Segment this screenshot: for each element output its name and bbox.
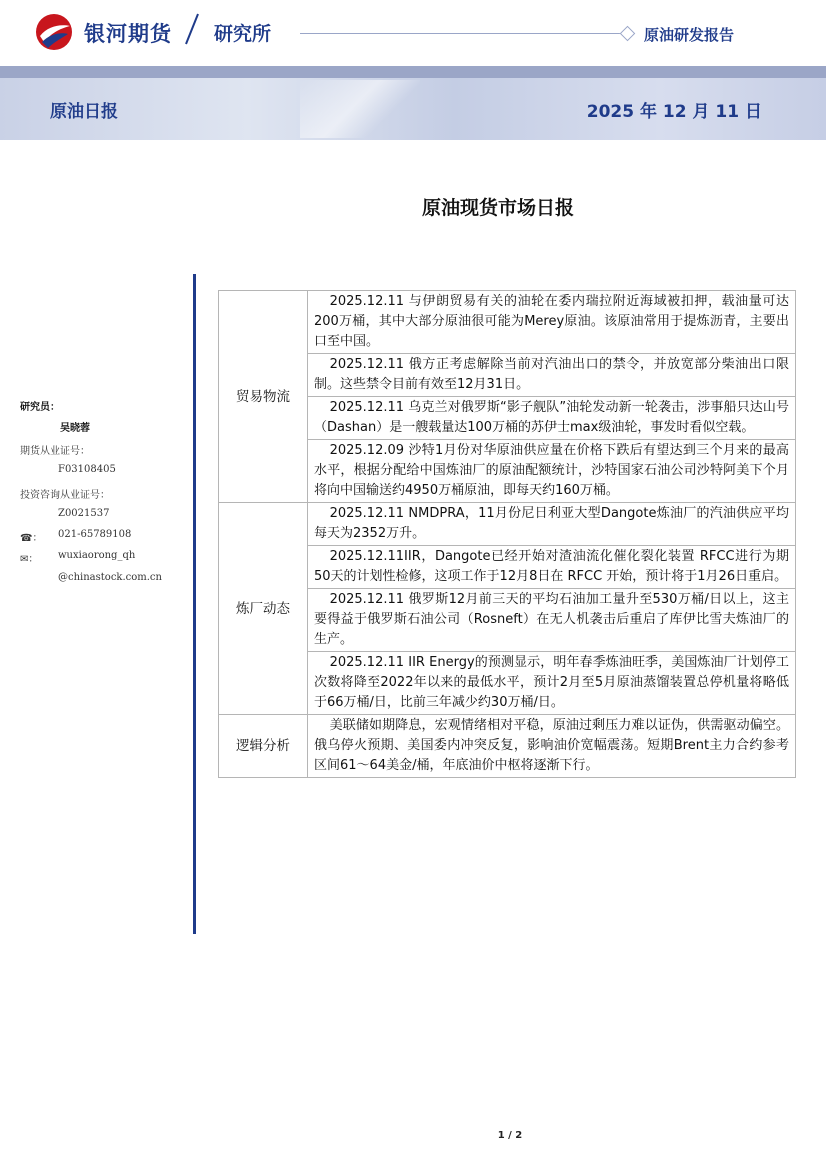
page-title: 原油现货市场日报 [421, 197, 574, 219]
phone-number: 021-65789108 [58, 529, 132, 540]
sidebar-divider [193, 274, 196, 934]
market-table [218, 290, 796, 778]
category-logic-analysis: 逻辑分析 [219, 715, 308, 778]
news-item: 2025.12.09 沙特1月份对华原油供应量在价格下跌后有望达到三个月来的最高水平，根据分配给中国炼油厂的原油配额统计，沙特国家石油公司沙特阿美下个月将向中国输送约4950万桶原油，即每天约160万桶。 [308, 440, 796, 503]
news-item: 2025.12.11 IIR Energy的预测显示，明年春季炼油旺季，美国炼油厂计划停工次数将降至2022年以来的最低水平，预计2月至5月原油蒸馏装置总停机量将略低于66万桶/日，比前三年减少约30万桶/日。 [308, 652, 796, 715]
futures-cert-label: 期货从业证号： [20, 446, 90, 457]
banner-report-name: 原油日报 [50, 102, 118, 122]
email-line-1: wuxiaorong_qh [58, 550, 136, 561]
email-icon: ✉： [20, 554, 39, 565]
analysis-text: 美联储如期降息，宏观情绪相对平稳，原油过剩压力难以证伪，供需驱动偏空。俄乌停火预期、美国委内冲突反复，影响油价宽幅震荡。短期Brent主力合约参考区间61～64美金/桶，年底油价中枢将逐渐下行。 [308, 715, 796, 778]
divider-slash [182, 10, 202, 48]
department-name: 研究所 [214, 23, 272, 45]
futures-cert-number: F03108405 [58, 464, 116, 475]
header-stripe [0, 66, 826, 78]
news-item: 2025.12.11 俄罗斯12月前三天的平均石油加工量升至530万桶/日以上，这主要得益于俄罗斯石油公司（Rosneft）在无人机袭击后重启了库伊比雪夫炼油厂的生产。 [308, 589, 796, 652]
report-type: 原油研发报告 [644, 26, 735, 44]
researcher-name: 吴晓蓉 [60, 423, 90, 434]
table-row [219, 291, 796, 354]
researcher-label: 研究员： [20, 402, 60, 413]
news-item: 2025.12.11 NMDPRA，11月份尼日利亚大型Dangote炼油厂的汽油供应平均每天为2352万升。 [308, 503, 796, 546]
brand-name: 银河期货 [84, 22, 172, 46]
category-trade-logistics: 贸易物流 [219, 291, 308, 503]
news-item: 2025.12.11 俄方正考虑解除当前对汽油出口的禁令，并放宽部分柴油出口限制。这些禁令目前有效至12月31日。 [308, 354, 796, 397]
consult-cert-number: Z0021537 [58, 508, 110, 519]
page-header [0, 0, 826, 66]
table-row [219, 503, 796, 546]
news-item: 2025.12.11IIR，Dangote已经开始对渣油流化催化裂化装置 RFCC进行为期50天的计划性检修，这项工作于12月8日在 RFCC 开始，预计将于1月26日重启。 [308, 546, 796, 589]
diamond-icon [620, 26, 636, 42]
header-rule [300, 33, 622, 34]
page-number: 1 / 2 [497, 1130, 523, 1141]
news-item: 2025.12.11 乌克兰对俄罗斯“影子舰队”油轮发动新一轮袭击，涉事船只达山号（Dashan）是一艘载量达100万桶的苏伊士max级油轮，事发时看似空载。 [308, 397, 796, 440]
galaxy-logo-icon [34, 12, 74, 52]
email-line-2: @chinastock.com.cn [58, 572, 162, 583]
table-row [219, 715, 796, 778]
consult-cert-label: 投资咨询从业证号： [20, 490, 110, 501]
banner-decoration [300, 80, 420, 138]
phone-icon: ☎： [20, 533, 43, 544]
news-item: 2025.12.11 与伊朗贸易有关的油轮在委内瑞拉附近海域被扣押，载油量可达200万桶，其中大部分原油很可能为Merey原油。该原油常用于提炼沥青，主要出口至中国。 [308, 291, 796, 354]
banner-date: 2025 年 12 月 11 日 [586, 102, 762, 122]
category-refinery-news: 炼厂动态 [219, 503, 308, 715]
